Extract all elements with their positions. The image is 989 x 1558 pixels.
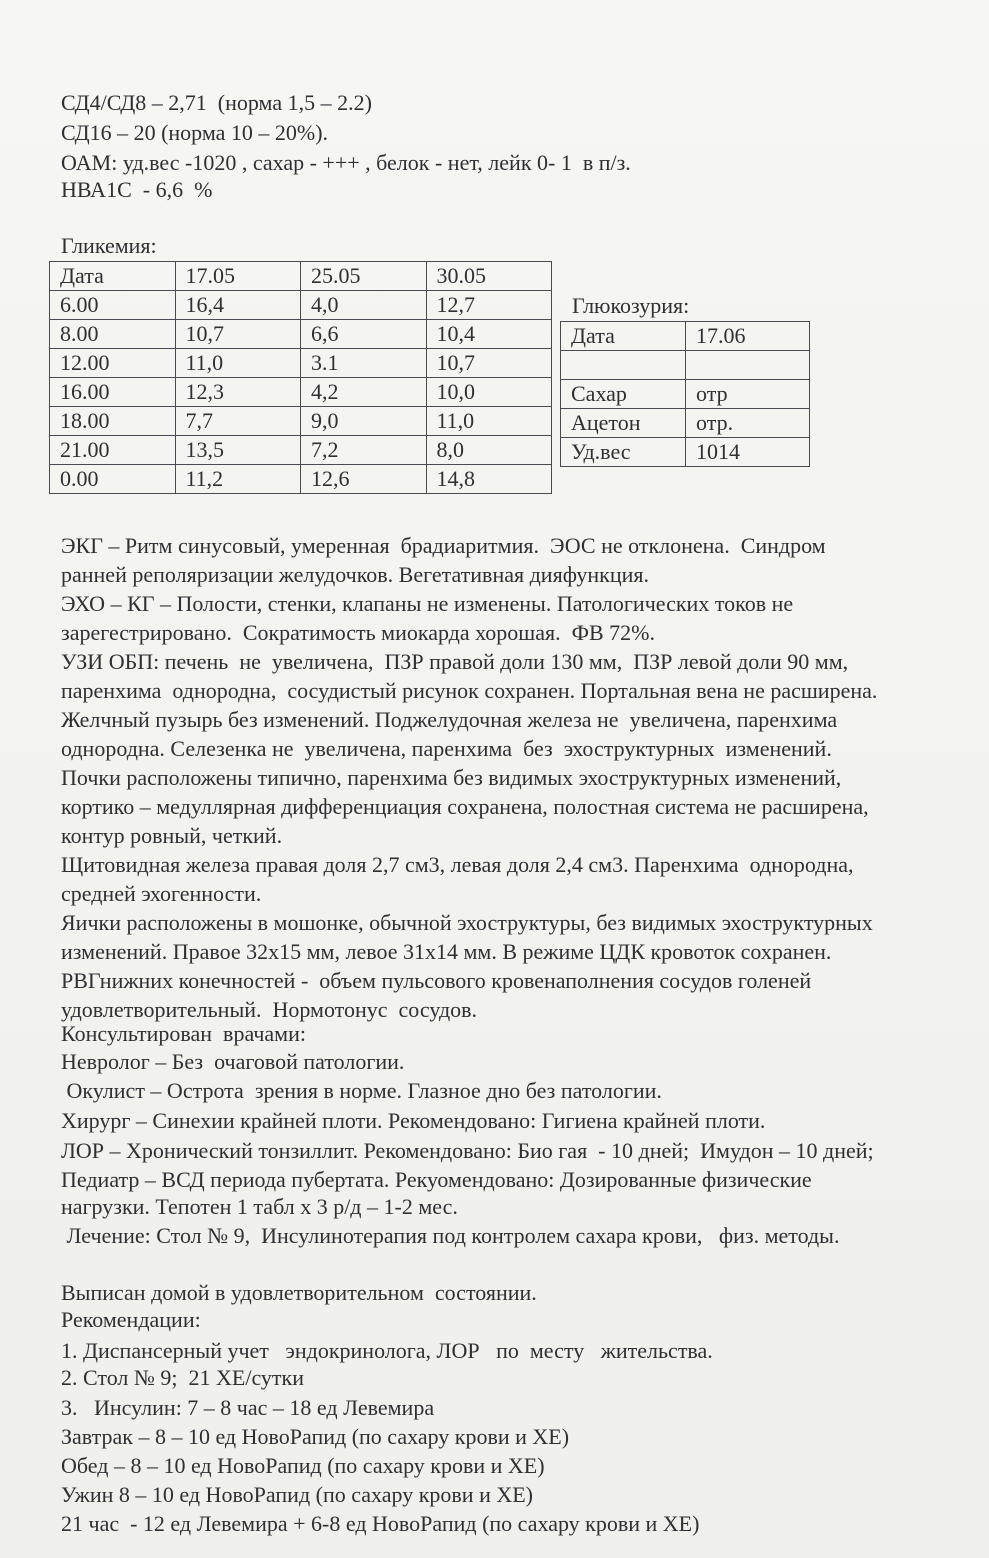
table-cell: 21.00 [50,436,176,465]
table-cell: 12.00 [50,349,176,378]
table-cell: 10,4 [426,320,552,349]
cd4-cd8-line: СД4/СД8 – 2,71 (норма 1,5 – 2.2) [61,90,372,115]
table-cell: 17.06 [686,322,810,351]
table-header-cell: 30.05 [426,262,552,291]
table-row [561,438,810,467]
table-cell: 13,5 [175,436,301,465]
table-cell: 7,7 [175,407,301,436]
findings-line: Лечение: Стол № 9, Инсулинотерапия под контролем сахара крови, физ. методы. [61,1223,840,1248]
findings-line: Невролог – Без очаговой патологии. [61,1049,405,1074]
table-cell: 10,7 [426,349,552,378]
findings-line: Яички расположены в мошонке, обычной эхоструктуры, без видимых эхоструктурных [61,910,873,935]
findings-line: ранней реполяризации желудочков. Вегетативная дияфункция. [61,562,650,587]
findings-line: Консультирован врачами: [61,1021,306,1046]
table-cell: 10,0 [426,378,552,407]
table-cell: 18.00 [50,407,176,436]
findings-line: зарегестрировано. Сократимость миокарда хорошая. ФВ 72%. [61,620,655,645]
table-cell: отр [686,380,810,409]
table-cell: 8.00 [50,320,176,349]
urinalysis-line: ОАМ: уд.вес -1020 , сахар - +++ , белок - нет, лейк 0- 1 в п/з. [61,150,631,175]
table-header-cell: Дата [50,262,176,291]
table-cell: 12,6 [301,465,427,494]
table-cell [561,351,686,380]
recommendation-line: 2. Стол № 9; 21 ХЕ/сутки [61,1365,304,1390]
table-cell: 11,0 [175,349,301,378]
glucosuria-title: Глюкозурия: [572,293,690,318]
table-header-row [50,262,552,291]
table-cell: 8,0 [426,436,552,465]
table-row [561,380,810,409]
table-row [50,436,552,465]
table-row [50,378,552,407]
table-cell: 3.1 [301,349,427,378]
table-cell: 9,0 [301,407,427,436]
table-row [561,351,810,380]
cd16-line: СД16 – 20 (норма 10 – 20%). [61,120,329,145]
recommendation-line: Обед – 8 – 10 ед НовоРапид (по сахару крови и ХЕ) [61,1453,545,1478]
table-cell: 10,7 [175,320,301,349]
table-row [50,291,552,320]
recommendation-line: Рекомендации: [61,1307,201,1332]
table-cell: 4,2 [301,378,427,407]
findings-line: Педиатр – ВСД периода пубертата. Рекуомендовано: Дозированные физические [61,1167,812,1192]
findings-line: Окулист – Острота зрения в норме. Глазное дно без патологии. [61,1078,662,1103]
table-row [561,409,810,438]
recommendation-line: 21 час - 12 ед Левемира + 6-8 ед НовоРапид (по сахару крови и ХЕ) [61,1511,700,1536]
recommendation-line: 3. Инсулин: 7 – 8 час – 18 ед Левемира [61,1395,435,1420]
table-row [50,349,552,378]
table-row [50,320,552,349]
table-cell: Ацетон [561,409,686,438]
table-cell: 4,0 [301,291,427,320]
table-cell: Уд.вес [561,438,686,467]
findings-line: паренхима однородна, сосудистый рисунок сохранен. Портальная вена не расширена. [61,678,878,703]
table-row [50,465,552,494]
findings-line: РВГнижних конечностей - объем пульсового кровенаполнения сосудов голеней [61,968,812,993]
findings-line: кортико – медуллярная дифференциация сохранена, полостная система не расширена, [61,794,869,819]
recommendation-line: Ужин 8 – 10 ед НовоРапид (по сахару крови и ХЕ) [61,1482,533,1507]
findings-line: ЭКГ – Ритм синусовый, умеренная брадиаритмия. ЭОС не отклонена. Синдром [61,533,826,558]
findings-line: удовлетворительный. Нормотонус сосудов. [61,997,478,1022]
table-cell: 11,2 [175,465,301,494]
table-cell: 1014 [686,438,810,467]
table-cell: 16.00 [50,378,176,407]
findings-line: нагрузки. Тепотен 1 табл х 3 р/д – 1-2 мес. [61,1194,458,1219]
recommendation-line: 1. Диспансерный учет эндокринолога, ЛОР по месту жительства. [61,1338,713,1363]
findings-line: изменений. Правое 32х15 мм, левое 31х14 мм. В режиме ЦДК кровоток сохранен. [61,939,832,964]
findings-line: Почки расположены типично, паренхима без видимых эхоструктурных изменений, [61,765,842,790]
table-cell: отр. [686,409,810,438]
findings-line: Желчный пузырь без изменений. Поджелудочная железа не увеличена, паренхима [61,707,838,732]
table-cell [686,351,810,380]
findings-line: ЭХО – КГ – Полости, стенки, клапаны не изменены. Патологических токов не [61,591,794,616]
findings-line: ЛОР – Хронический тонзиллит. Рекомендовано: Био гая - 10 дней; Имудон – 10 дней; [61,1138,874,1163]
findings-line: однородна. Селезенка не увеличена, паренхима без эхоструктурных изменений. [61,736,832,761]
recommendation-line: Завтрак – 8 – 10 ед НовоРапид (по сахару крови и ХЕ) [61,1424,570,1449]
table-cell: 11,0 [426,407,552,436]
findings-line: контур ровный, четкий. [61,823,283,848]
table-header-cell: 17.05 [175,262,301,291]
findings-line: Щитовидная железа правая доля 2,7 см3, левая доля 2,4 см3. Паренхима однородна, [61,852,854,877]
table-cell: 12,7 [426,291,552,320]
recommendation-line: Выписан домой в удовлетворительном состоянии. [61,1280,537,1305]
glycemia-table [49,261,552,494]
table-cell: 6,6 [301,320,427,349]
table-cell: 7,2 [301,436,427,465]
table-header-cell: 25.05 [301,262,427,291]
table-cell: 12,3 [175,378,301,407]
hba1c-line: НВА1С - 6,6 % [61,177,213,202]
table-cell: 6.00 [50,291,176,320]
table-cell: Дата [561,322,686,351]
table-cell: 0.00 [50,465,176,494]
glucosuria-table [560,321,810,467]
table-row [561,322,810,351]
findings-line: средней эхогенности. [61,881,262,906]
table-row [50,407,552,436]
table-cell: 14,8 [426,465,552,494]
findings-line: УЗИ ОБП: печень не увеличена, ПЗР правой доли 130 мм, ПЗР левой доли 90 мм, [61,649,849,674]
glycemia-title: Гликемия: [61,233,157,258]
findings-line: Хирург – Синехии крайней плоти. Рекомендовано: Гигиена крайней плоти. [61,1108,766,1133]
table-cell: Сахар [561,380,686,409]
table-cell: 16,4 [175,291,301,320]
